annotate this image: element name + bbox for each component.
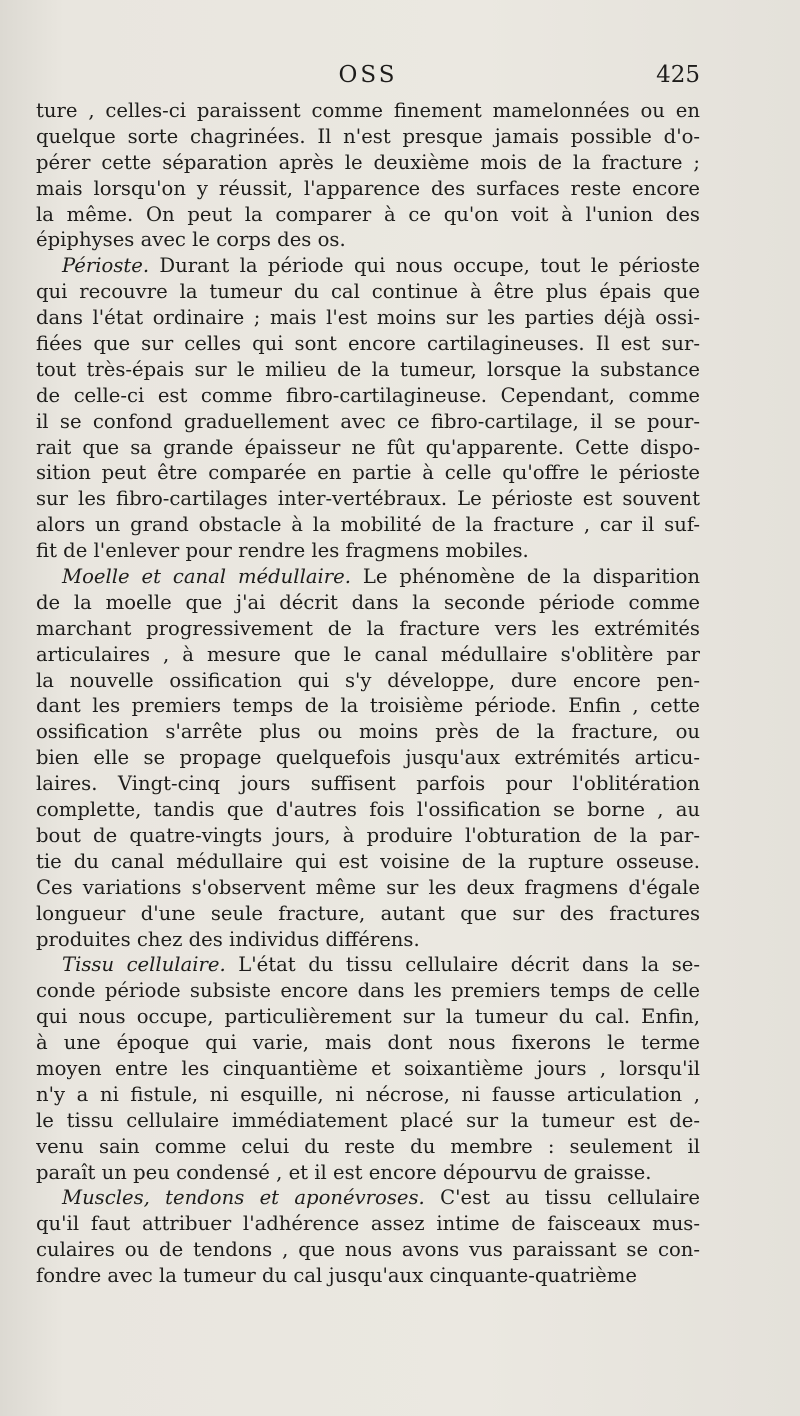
text-line — [36, 1211, 700, 1237]
line-text: il se confond graduellement avec ce fibro-cartilage, il se pour- — [36, 409, 700, 433]
line-text: pérer cette séparation après le deuxième mois de la fracture ; — [36, 150, 700, 174]
section-heading: Tissu cellulaire. — [62, 953, 226, 977]
text-line — [36, 1160, 700, 1186]
text-line — [36, 668, 700, 694]
line-text: qui nous occupe, particulièrement sur la tumeur du cal. Enfin, — [36, 1005, 700, 1029]
line-text: paraît un peu condensé , et il est encore dépourvu de graisse. — [36, 1160, 652, 1184]
text-line — [36, 927, 700, 953]
text-line — [36, 590, 700, 616]
text-line — [36, 875, 700, 901]
page-number: 425 — [656, 62, 700, 88]
line-text: rait que sa grande épaisseur ne fût qu'apparente. Cette dispo- — [36, 435, 700, 459]
text-line — [36, 849, 700, 875]
line-text: C'est au tissu cellulaire — [424, 1186, 700, 1210]
text-line — [36, 279, 700, 305]
text-line — [36, 771, 700, 797]
line-text: fit de l'enlever pour rendre les fragmens mobiles. — [36, 539, 529, 563]
line-text: moyen entre les cinquantième et soixantième jours , lorsqu'il — [36, 1056, 700, 1080]
text-line — [36, 176, 700, 202]
line-text: épiphyses avec le corps des os. — [36, 228, 346, 252]
line-text: L'état du tissu cellulaire décrit dans la se- — [225, 953, 700, 977]
text-line — [36, 978, 700, 1004]
text-line — [36, 1030, 700, 1056]
text-line — [36, 901, 700, 927]
text-line — [36, 150, 700, 176]
line-text: fiées que sur celles qui sont encore cartilagineuses. Il est sur- — [36, 332, 700, 356]
text-line — [36, 745, 700, 771]
text-line — [36, 1237, 700, 1263]
text-line — [36, 512, 700, 538]
page-header — [36, 62, 700, 92]
text-line — [36, 409, 700, 435]
line-text: articulaires , à mesure que le canal médullaire s'oblitère par — [36, 642, 700, 666]
line-text: le tissu cellulaire immédiatement placé sur la tumeur est de- — [36, 1108, 700, 1132]
line-text: longueur d'une seule fracture, autant que sur des fractures — [36, 901, 700, 925]
section-heading: Périoste. — [62, 254, 150, 278]
text-line — [36, 719, 700, 745]
text-line — [36, 253, 700, 279]
text-line — [36, 1108, 700, 1134]
line-text: Ces variations s'observent même sur les deux fragmens d'égale — [36, 875, 700, 899]
text-line — [36, 693, 700, 719]
line-text: tie du canal médullaire qui est voisine de la rupture osseuse. — [36, 849, 700, 873]
text-line — [36, 952, 700, 978]
line-text: venu sain comme celui du reste du membre : seulement il — [36, 1134, 700, 1158]
text-body — [36, 98, 700, 1289]
line-text: à une époque qui varie, mais dont nous fixerons le terme — [36, 1031, 700, 1055]
section-heading: Moelle et canal médullaire. — [62, 565, 351, 589]
line-text: sition peut être comparée en partie à celle qu'offre le périoste — [36, 461, 700, 485]
text-line — [36, 1056, 700, 1082]
text-line — [36, 1185, 700, 1211]
text-line — [36, 564, 700, 590]
text-line — [36, 642, 700, 668]
text-line — [36, 1082, 700, 1108]
line-text: alors un grand obstacle à la mobilité de la fracture , car il suf- — [36, 513, 700, 537]
text-line — [36, 538, 700, 564]
line-text: ossification s'arrête plus ou moins près de la fracture, ou — [36, 720, 700, 744]
line-text: produites chez des individus différens. — [36, 927, 420, 951]
text-line — [36, 331, 700, 357]
text-line — [36, 797, 700, 823]
line-text: laires. Vingt-cinq jours suffisent parfois pour l'oblitération — [36, 772, 700, 796]
line-text: marchant progressivement de la fracture vers les extrémités — [36, 616, 700, 640]
text-line — [36, 383, 700, 409]
section-heading: Muscles, tendons et aponévroses. — [62, 1186, 425, 1210]
line-text: mais lorsqu'on y réussit, l'apparence des surfaces reste encore — [36, 176, 700, 200]
line-text: dans l'état ordinaire ; mais l'est moins sur les parties déjà ossi- — [36, 306, 700, 330]
line-text: de celle-ci est comme fibro-cartilagineuse. Cependant, comme — [36, 383, 700, 407]
text-line — [36, 227, 700, 253]
line-text: conde période subsiste encore dans les premiers temps de celle — [36, 979, 700, 1003]
line-text: la nouvelle ossification qui s'y développe, dure encore pen- — [36, 668, 700, 692]
text-line — [36, 202, 700, 228]
line-text: Le phénomène de la disparition — [350, 565, 700, 589]
text-line — [36, 1263, 700, 1289]
line-text: bout de quatre-vingts jours, à produire l'obturation de la par- — [36, 823, 700, 847]
text-line — [36, 1004, 700, 1030]
text-line — [36, 616, 700, 642]
line-text: de la moelle que j'ai décrit dans la seconde période comme — [36, 590, 700, 614]
line-text: n'y a ni fistule, ni esquille, ni nécrose, ni fausse articulation , — [36, 1082, 700, 1106]
text-line — [36, 98, 700, 124]
text-line — [36, 460, 700, 486]
text-line — [36, 357, 700, 383]
running-title: OSS — [338, 62, 398, 88]
line-text: sur les fibro-cartilages inter-vertébraux. Le périoste est souvent — [36, 487, 700, 511]
line-text: qui recouvre la tumeur du cal continue à être plus épais que — [36, 280, 700, 304]
line-text: qu'il faut attribuer l'adhérence assez intime de faisceaux mus- — [36, 1212, 700, 1236]
line-text: fondre avec la tumeur du cal jusqu'aux cinquante-quatrième — [36, 1264, 637, 1288]
text-line — [36, 1134, 700, 1160]
text-line — [36, 435, 700, 461]
text-line — [36, 486, 700, 512]
line-text: complette, tandis que d'autres fois l'ossification se borne , au — [36, 798, 700, 822]
text-line — [36, 823, 700, 849]
line-text: dant les premiers temps de la troisième période. Enfin , cette — [36, 694, 700, 718]
line-text: la même. On peut la comparer à ce qu'on voit à l'union des — [36, 202, 700, 226]
line-text: culaires ou de tendons , que nous avons vus paraissant se con- — [36, 1238, 700, 1262]
line-text: bien elle se propage quelquefois jusqu'aux extrémités articu- — [36, 746, 700, 770]
text-line — [36, 305, 700, 331]
line-text: tout très-épais sur le milieu de la tumeur, lorsque la substance — [36, 357, 700, 381]
line-text: quelque sorte chagrinées. Il n'est presque jamais possible d'o- — [36, 124, 700, 148]
line-text: ture , celles-ci paraissent comme finement mamelonnées ou en — [36, 99, 700, 122]
text-line — [36, 124, 700, 150]
line-text: Durant la période qui nous occupe, tout le périoste — [149, 254, 700, 278]
